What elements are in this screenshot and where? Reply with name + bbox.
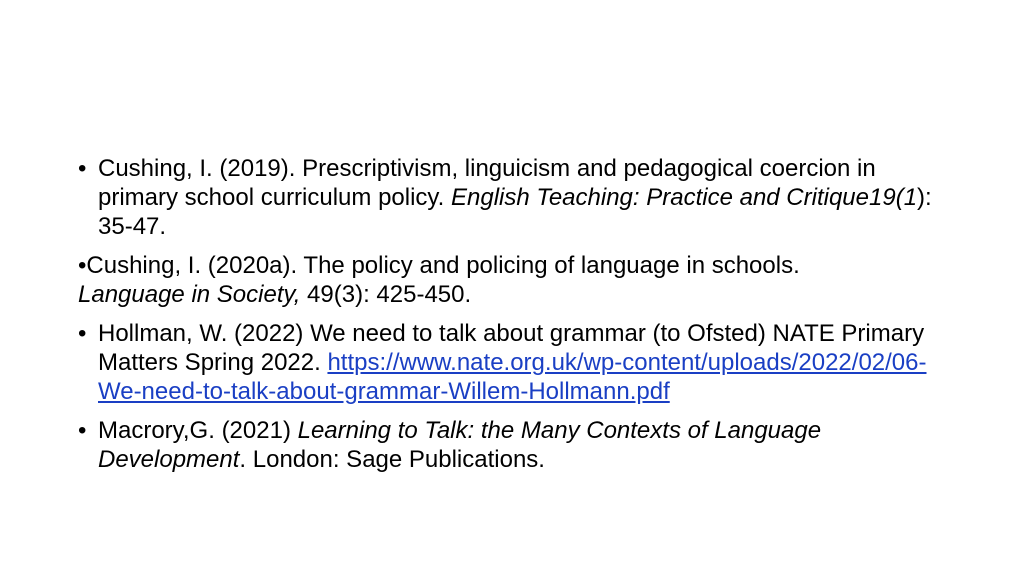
reference-text: Hollman, W. (2022) We need to talk about grammar (to Ofsted) NATE Primary Matters Spring 2022. xyxy=(98,320,925,376)
reference-journal: Language in Society, xyxy=(78,281,301,308)
reference-item xyxy=(78,154,958,241)
reference-item xyxy=(78,319,958,406)
reference-text: Cushing, I. (2019). Prescriptivism, linguicism and pedagogical coercion in primary school curriculum policy. xyxy=(98,155,876,211)
reference-item xyxy=(78,416,958,474)
bullet-icon: • xyxy=(78,320,87,347)
reference-link[interactable]: https://www.nate.org.uk/wp-content/uploads/2022/02/06-We-need-to-talk-about-grammar-Willem-Hollmann.pdf xyxy=(98,349,927,405)
reference-text: Macrory,G. (2021) xyxy=(98,417,298,444)
reference-list xyxy=(78,154,958,484)
reference-details: . London: Sage Publications. xyxy=(239,446,545,473)
reference-text: Cushing, I. (2020a). The policy and policing of language in schools. xyxy=(86,252,800,279)
bullet-icon: • xyxy=(78,417,87,444)
reference-details: 49(3): 425-450. xyxy=(300,281,472,308)
reference-details: ): 35-47. xyxy=(98,184,932,240)
reference-item xyxy=(78,251,958,309)
bullet-icon: • xyxy=(78,252,87,279)
bullet-icon: • xyxy=(78,155,87,182)
reference-book-title: Learning to Talk: the Many Contexts of Language Development xyxy=(98,417,822,473)
reference-journal: English Teaching: Practice and Critique19(1 xyxy=(450,184,918,211)
